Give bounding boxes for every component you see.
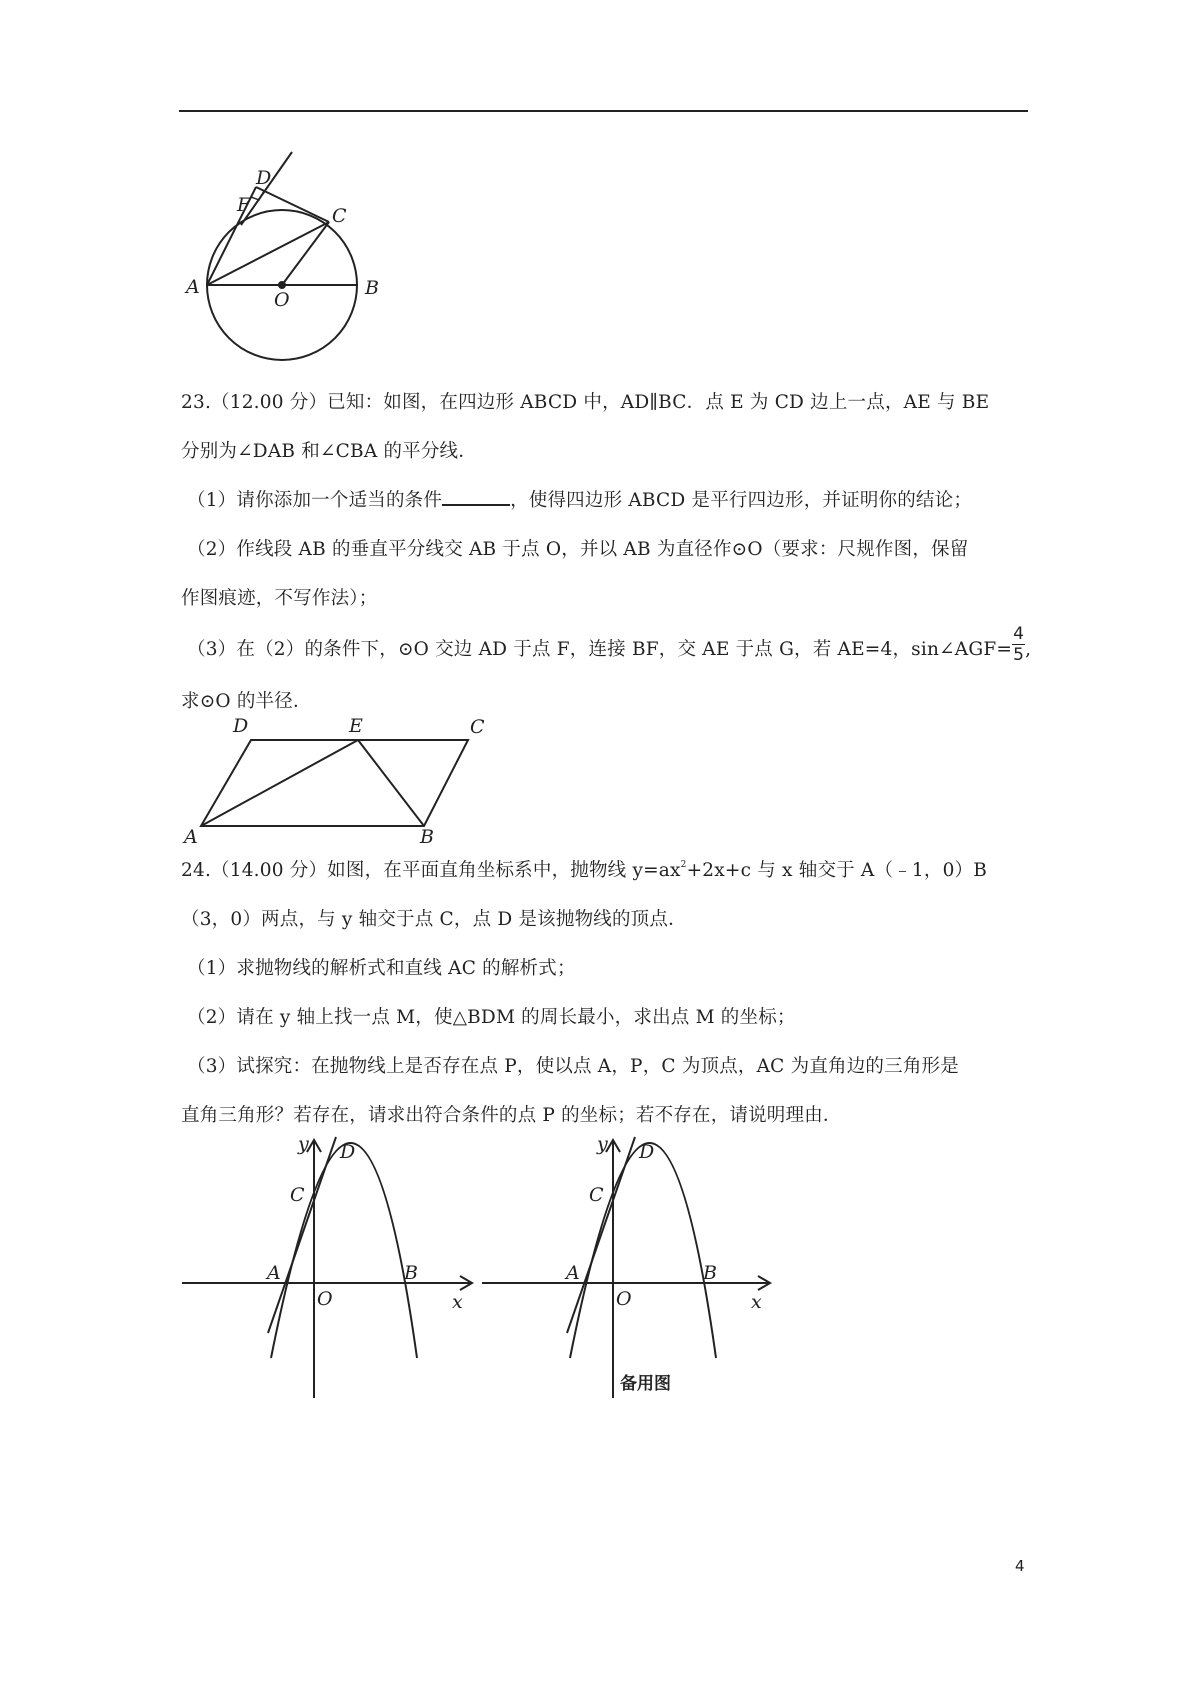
fraction-numerator: 4 [1013,623,1025,644]
label-D: D [639,1141,655,1163]
q23-part3-line2: 求⊙O 的半径． [181,691,312,712]
q24-line1-text-a: 24.（14.00 分）如图，在平面直角坐标系中，抛物线 y=ax [181,860,681,881]
label-A: A [267,1262,281,1284]
backup-graph-caption: 备用图 [620,1374,671,1394]
label-C: C [290,1184,305,1206]
label-D: D [233,715,249,737]
label-F: F [237,194,251,216]
q24-line2: （3，0）两点，与 y 轴交于点 C，点 D 是该抛物线的顶点． [181,909,687,930]
label-A: A [186,276,200,298]
label-C: C [332,205,347,227]
label-y: y [597,1133,608,1155]
q23-part3-text: （3）在（2）的条件下，⊙O 交边 AD 于点 F，连接 BF，交 AE 于点 G，若 AE=4，sin∠AGF= [187,639,1013,660]
q24-line1-text-b: +2x+c 与 x 轴交于 A（﹣1，0）B [686,860,988,881]
fraction-denominator: 5 [1013,644,1025,665]
label-C: C [589,1184,604,1206]
q24-part1: （1）求抛物线的解析式和直线 AC 的解析式； [187,958,576,979]
q23-part1-text-a: （1）请你添加一个适当的条件 [187,490,443,511]
q23-line2: 分别为∠DAB 和∠CBA 的平分线． [181,441,477,462]
header-rule [179,110,1028,112]
q23-line1: 23.（12.00 分）已知：如图，在四边形 ABCD 中，AD∥BC．点 E 为 CD 边上一点，AE 与 BE [181,392,990,413]
q24-part3-line1: （3）试探究：在抛物线上是否存在点 P，使以点 A，P，C 为顶点，AC 为直角边的三角形是 [187,1056,959,1077]
q24-line1 [181,856,987,882]
parabola-graph [180,1125,480,1415]
quadrilateral-figure [180,712,490,848]
label-A: A [566,1262,580,1284]
label-x: x [751,1291,762,1313]
label-C: C [470,716,485,738]
q23-part2-line1: （2）作线段 AB 的垂直平分线交 AB 于点 O，并以 AB 为直径作⊙O（要求：尺规作图，保留 [187,539,969,560]
q24-part3-line2: 直角三角形？若存在，请求出符合条件的点 P 的坐标；若不存在，请说明理由． [181,1105,842,1126]
label-E: E [349,715,363,737]
label-B: B [404,1262,418,1284]
label-O: O [317,1288,333,1310]
label-A: A [184,826,198,848]
circle-figure [175,145,395,370]
label-y: y [298,1133,309,1155]
label-B: B [420,826,434,848]
label-x: x [452,1291,463,1313]
q23-part2-line2: 作图痕迹，不写作法）； [181,588,378,609]
q23-part3-line1: （3）在（2）的条件下，⊙O 交边 AD 于点 F，连接 BF，交 AE 于点 G，若 AE=4，sin∠AGF= $\frac{4}{5}$ , [187,623,1032,665]
q24-part2: （2）请在 y 轴上找一点 M，使△BDM 的周长最小，求出点 M 的坐标； [187,1007,796,1028]
page-number: 4 [1015,1557,1025,1575]
label-D: D [340,1141,356,1163]
exponent: 2 [680,860,687,870]
q23-part1-text-b: ，使得四边形 ABCD 是平行四边形，并证明你的结论； [510,490,973,511]
answer-blank[interactable] [442,486,510,506]
fraction [1012,624,1025,665]
label-B: B [703,1262,717,1284]
label-O: O [274,289,290,311]
label-D: D [256,167,272,189]
q23-part1 [187,486,972,512]
label-O: O [616,1288,632,1310]
label-B: B [365,277,379,299]
